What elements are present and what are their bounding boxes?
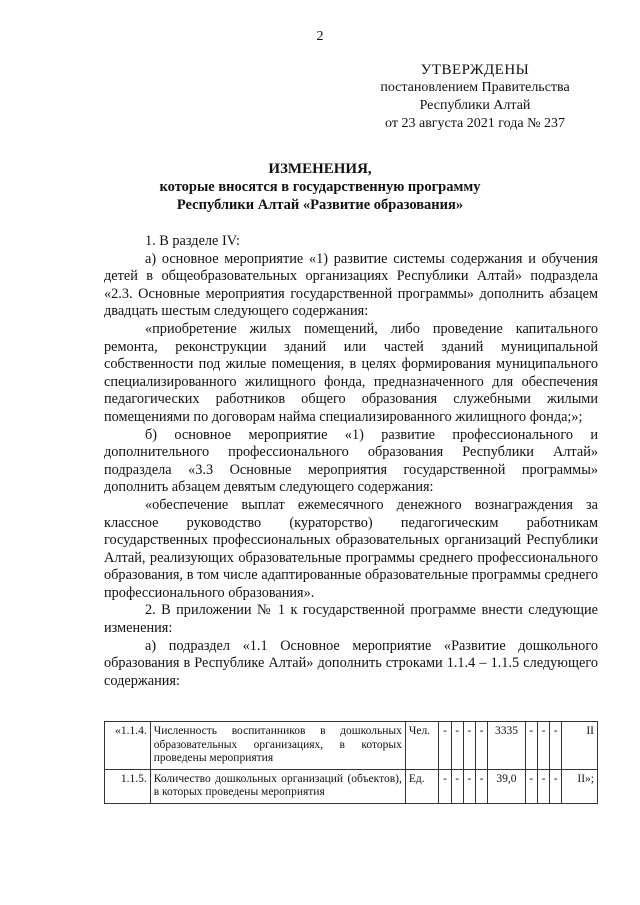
row-last: II»; [562, 769, 598, 803]
approval-line-1: постановлением Правительства [380, 80, 570, 95]
page-number: 2 [316, 29, 324, 44]
title-line-2: которые вносятся в государственную программу [159, 179, 481, 195]
row-cell: - [475, 769, 487, 803]
row-cell: - [537, 722, 549, 770]
paragraph-item-b: б) основное мероприятие «1) развитие профессионального и дополнительного профессионального образования Республики Алтай» подраздела «3.3 Основные мероприятия государственной программы» дополнить абзацем девятым следующего содержания: [104, 426, 598, 496]
row-value: 39,0 [488, 769, 526, 803]
row-unit: Ед. [405, 769, 439, 803]
table-row [105, 769, 598, 803]
row-cell: - [537, 769, 549, 803]
row-cell: - [451, 769, 463, 803]
row-cell: - [439, 769, 451, 803]
document-body [104, 233, 598, 690]
approval-heading: УТВЕРЖДЕНЫ [420, 62, 530, 78]
title-line-1: ИЗМЕНЕНИЯ, [268, 161, 372, 177]
approval-block [360, 61, 590, 133]
paragraph-quote-1: «приобретение жилых помещений, либо проведение капитального ремонта, реконструкции зданий или частей зданий муниципальной собственности под жилые помещения, в целях формирования муниципального специализированного жилищного фонда, предназначенного для обеспечения педагогических работников общего образования служебными жилыми помещениями по договорам найма специализированного жилищного фонда;»; [104, 320, 598, 425]
row-cell: - [463, 769, 475, 803]
row-last: II [562, 722, 598, 770]
document-title [100, 160, 540, 214]
paragraph-item-2a: а) подраздел «1.1 Основное мероприятие «Развитие дошкольного образования в Республике Алтай» дополнить строками 1.1.4 – 1.1.5 следующего содержания: [104, 637, 598, 689]
paragraph-section-2: 2. В приложении № 1 к государственной программе внести следующие изменения: [104, 602, 598, 637]
row-cell: - [525, 769, 537, 803]
title-line-3: Республики Алтай «Развитие образования» [176, 197, 464, 213]
row-cell: - [525, 722, 537, 770]
paragraph-item-a: а) основное мероприятие «1) развитие системы содержания и обучения детей в общеобразовательных организациях Республики Алтай» подраздела «2.3. Основные мероприятия государственной программы» дополнить абзацем двадцать шестым следующего содержания: [104, 250, 598, 320]
paragraph-quote-2: «обеспечение выплат ежемесячного денежного вознаграждения за классное руководство (кураторство) педагогическим работникам государственных профессиональных образовательных организаций Республики Алтай, реализующих образовательные программы среднего профессионального образования, в том числе адаптированные образовательные программы среднего профессионального образования». [104, 496, 598, 601]
changes-table [104, 721, 598, 804]
row-cell: - [451, 722, 463, 770]
row-number: 1.1.5. [105, 769, 151, 803]
paragraph-section-1: 1. В разделе IV: [145, 233, 240, 249]
row-unit: Чел. [405, 722, 439, 770]
row-cell: - [463, 722, 475, 770]
row-cell: - [550, 722, 562, 770]
approval-line-2: Республики Алтай [419, 98, 531, 113]
row-cell: - [439, 722, 451, 770]
row-number: «1.1.4. [105, 722, 151, 770]
row-description: Количество дошкольных организаций (объектов), в которых проведены мероприятия [150, 769, 405, 803]
row-value: 3335 [488, 722, 526, 770]
row-description: Численность воспитанников в дошкольных образовательных организациях, в которых проведены мероприятия [150, 722, 405, 770]
table-row [105, 722, 598, 770]
approval-line-3: от 23 августа 2021 года № 237 [385, 116, 565, 131]
row-cell: - [550, 769, 562, 803]
row-cell: - [475, 722, 487, 770]
